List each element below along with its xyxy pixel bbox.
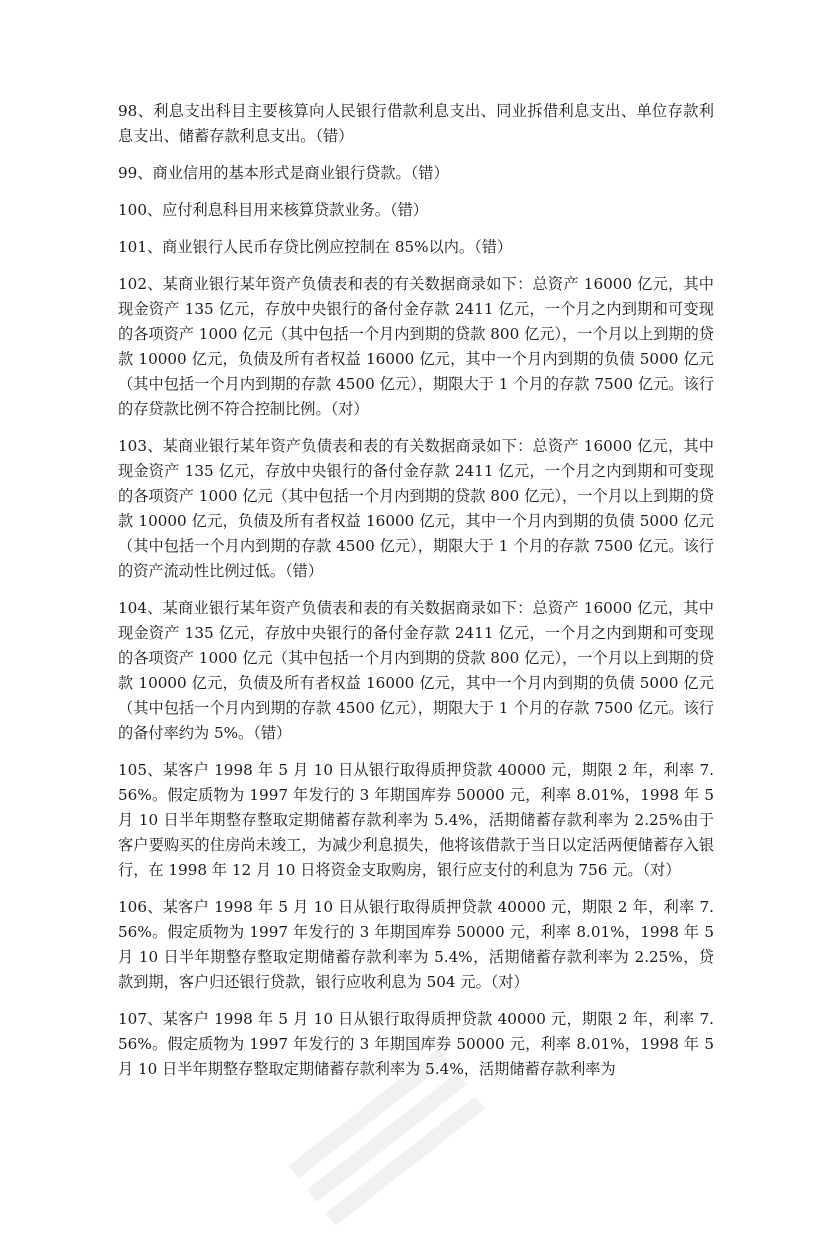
question-104: 104、某商业银行某年资产负债表和表的有关数据商录如下：总资产 16000 亿元，其中现金资产 135 亿元，存放中央银行的备付金存款 2411 亿元，一个月之内到期和可变现的各项资产 1000 亿元（其中包括一个月内到期的贷款 800 亿元），一个月以上到期的贷款 10000 亿元，负债及所有者权益 16000 亿元，其中一个月内到期的负债 5000 亿元（其中包括一个月内到期的存款 4500 亿元），期限大于 1 个月的存款 7500 亿元。该行的备付率约为 5%。（错） <box>118 599 714 742</box>
document-body <box>118 99 714 1094</box>
question-106: 106、某客户 1998 年 5 月 10 日从银行取得质押贷款 40000 元，期限 2 年，利率 7.56%。假定质物为 1997 年发行的 3 年期国库券 50000 元，利率 8.01%，1998 年 5 月 10 日半年期整存整取定期储蓄存款利率为 5.4%，活期储蓄存款利率为 2.25%，贷款到期，客户归还银行贷款，银行应收利息为 504 元。（对） <box>118 898 714 991</box>
question-102: 102、某商业银行某年资产负债表和表的有关数据商录如下：总资产 16000 亿元，其中现金资产 135 亿元，存放中央银行的备付金存款 2411 亿元，一个月之内到期和可变现的各项资产 1000 亿元（其中包括一个月内到期的贷款 800 亿元），一个月以上到期的贷款 10000 亿元，负债及所有者权益 16000 亿元，其中一个月内到期的负债 5000 亿元（其中包括一个月内到期的存款 4500 亿元），期限大于 1 个月的存款 7500 亿元。该行的存贷款比例不符合控制比例。（对） <box>118 275 714 418</box>
question-101: 101、商业银行人民币存贷比例应控制在 85%以内。（错） <box>118 238 513 256</box>
question-98: 98、利息支出科目主要核算向人民银行借款利息支出、同业拆借利息支出、单位存款利息支出、储蓄存款利息支出。（错） <box>118 102 714 145</box>
question-100: 100、应付利息科目用来核算贷款业务。（错） <box>118 201 428 219</box>
question-103: 103、某商业银行某年资产负债表和表的有关数据商录如下：总资产 16000 亿元，其中现金资产 135 亿元，存放中央银行的备付金存款 2411 亿元，一个月之内到期和可变现的各项资产 1000 亿元（其中包括一个月内到期的贷款 800 亿元），一个月以上到期的贷款 10000 亿元，负债及所有者权益 16000 亿元，其中一个月内到期的负债 5000 亿元（其中包括一个月内到期的存款 4500 亿元），期限大于 1 个月的存款 7500 亿元。该行的资产流动性比例过低。（错） <box>118 437 714 580</box>
question-99: 99、商业信用的基本形式是商业银行贷款。（错） <box>118 164 449 182</box>
question-105: 105、某客户 1998 年 5 月 10 日从银行取得质押贷款 40000 元，期限 2 年，利率 7.56%。假定质物为 1997 年发行的 3 年期国库券 50000 元，利率 8.01%，1998 年 5 月 10 日半年期整存整取定期储蓄存款利率为 5.4%，活期储蓄存款利率为 2.25%由于客户要购买的住房尚未竣工，为减少利息损失，他将该借款于当日以定活两便储蓄存入银行，在 1998 年 12 月 10 日将资金支取购房，银行应支付的利息为 756 元。（对） <box>118 761 714 879</box>
question-107: 107、某客户 1998 年 5 月 10 日从银行取得质押贷款 40000 元，期限 2 年，利率 7.56%。假定质物为 1997 年发行的 3 年期国库券 50000 元，利率 8.01%，1998 年 5 月 10 日半年期整存整取定期储蓄存款利率为 5.4%，活期储蓄存款利率为 <box>118 1010 714 1078</box>
